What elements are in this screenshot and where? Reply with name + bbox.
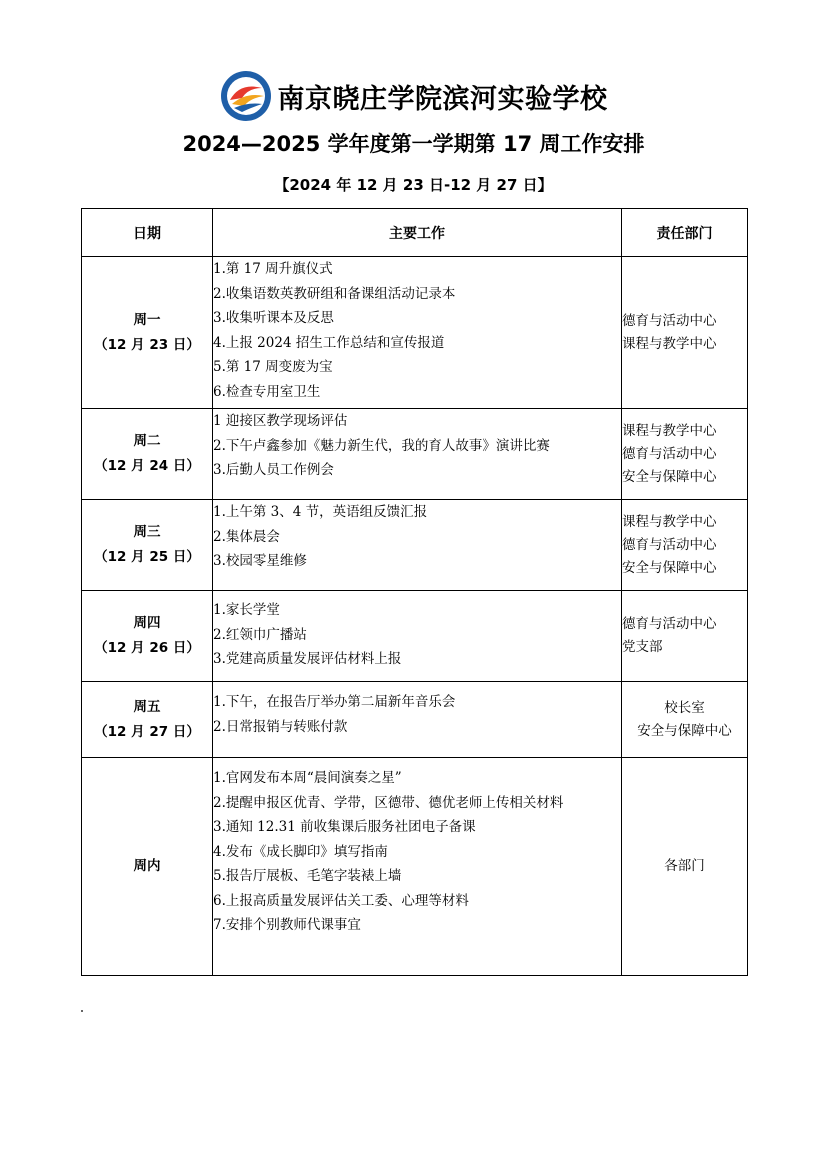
department-item: 安全与保障中心 — [637, 722, 732, 739]
task-item: 3.党建高质量发展评估材料上报 — [213, 651, 402, 667]
department-cell — [622, 257, 748, 409]
tasks-cell — [213, 758, 622, 976]
table-header-row — [82, 209, 748, 257]
task-item: 1 迎接区教学现场评估 — [213, 413, 348, 429]
day-label: 周四 — [133, 615, 161, 631]
day-date: （12 月 25 日） — [94, 549, 200, 565]
page-title: 2024—2025 学年度第一学期第 17 周工作安排 — [182, 132, 645, 156]
work-schedule-table — [81, 208, 748, 976]
department-item: 校长室 — [664, 699, 705, 716]
department-item: 课程与教学中心 — [622, 422, 717, 439]
day-label: 周内 — [133, 858, 161, 874]
day-label: 周五 — [133, 698, 161, 715]
department-item: 各部门 — [664, 858, 705, 874]
task-item: 2.收集语数英教研组和备课组活动记录本 — [213, 285, 456, 302]
task-item: 3.通知 12.31 前收集课后服务社团电子备课 — [213, 819, 476, 835]
task-item: 7.安排个别教师代课事宜 — [213, 917, 361, 933]
department-item: 党支部 — [622, 639, 663, 655]
day-label: 周二 — [133, 433, 161, 449]
day-cell — [82, 409, 213, 500]
department-item: 德育与活动中心 — [622, 312, 717, 329]
task-item: 1.下午，在报告厅举办第二届新年音乐会 — [213, 694, 456, 710]
date-range: 【2024 年 12 月 23 日-12 月 27 日】 — [274, 176, 553, 194]
task-item: 2.提醒申报区优青、学带，区德带、德优老师上传相关材料 — [213, 794, 564, 811]
task-item: 6.检查专用室卫生 — [213, 383, 321, 400]
page-header — [0, 70, 827, 122]
department-cell — [622, 409, 748, 500]
task-item: 3.收集听课本及反思 — [213, 310, 334, 326]
task-item: 2.下午卢鑫参加《魅力新生代，我的育人故事》演讲比赛 — [213, 437, 550, 454]
task-item: 1.官网发布本周“晨间演奏之星” — [213, 770, 402, 786]
tasks-cell — [213, 500, 622, 591]
department-cell — [622, 758, 748, 976]
task-item: 4.发布《成长脚印》填写指南 — [213, 843, 388, 860]
task-item: 2.红领巾广播站 — [213, 626, 307, 643]
task-item: 5.第 17 周变废为宝 — [213, 359, 333, 375]
day-date: （12 月 24 日） — [94, 458, 200, 474]
day-label: 周一 — [133, 311, 161, 328]
task-item: 1.第 17 周升旗仪式 — [213, 261, 333, 277]
department-cell — [622, 500, 748, 591]
task-item: 1.家长学堂 — [213, 602, 280, 618]
tasks-cell — [213, 257, 622, 409]
day-cell — [82, 758, 213, 976]
department-item: 课程与教学中心 — [622, 513, 717, 530]
department-item: 安全与保障中心 — [622, 559, 717, 576]
department-item: 课程与教学中心 — [622, 335, 717, 352]
department-item: 德育与活动中心 — [622, 616, 717, 632]
tasks-cell — [213, 591, 622, 682]
task-item: 3.校园零星维修 — [213, 553, 307, 569]
table-row — [82, 591, 748, 682]
table-row — [82, 758, 748, 976]
day-cell — [82, 682, 213, 758]
day-label: 周三 — [133, 524, 161, 540]
task-item: 2.集体晨会 — [213, 528, 280, 545]
task-item: 5.报告厅展板、毛笔字装裱上墙 — [213, 868, 402, 884]
task-item: 4.上报 2024 招生工作总结和宣传报道 — [213, 334, 445, 351]
school-name: 南京晓庄学院滨河实验学校 — [277, 83, 608, 115]
tasks-cell — [213, 682, 622, 758]
column-header-department: 责任部门 — [622, 209, 748, 257]
column-header-main-work: 主要工作 — [213, 209, 622, 257]
department-item: 德育与活动中心 — [622, 445, 717, 462]
table-row — [82, 257, 748, 409]
table-row — [82, 682, 748, 758]
department-item: 安全与保障中心 — [622, 468, 717, 485]
task-item: 6.上报高质量发展评估关工委、心理等材料 — [213, 892, 469, 909]
day-cell — [82, 500, 213, 591]
page-mark — [81, 1010, 83, 1012]
school-logo-icon — [220, 70, 272, 122]
table-row — [82, 500, 748, 591]
day-cell — [82, 257, 213, 409]
day-date: （12 月 26 日） — [94, 640, 200, 656]
department-cell — [622, 591, 748, 682]
day-cell — [82, 591, 213, 682]
task-item: 1.上午第 3、4 节，英语组反馈汇报 — [213, 504, 428, 520]
department-cell — [622, 682, 748, 758]
column-header-date: 日期 — [82, 209, 213, 257]
day-date: （12 月 27 日） — [94, 723, 200, 740]
department-item: 德育与活动中心 — [622, 536, 717, 553]
tasks-cell — [213, 409, 622, 500]
day-date: （12 月 23 日） — [94, 336, 200, 353]
table-row — [82, 409, 748, 500]
task-item: 2.日常报销与转账付款 — [213, 718, 348, 735]
task-item: 3.后勤人员工作例会 — [213, 462, 334, 478]
